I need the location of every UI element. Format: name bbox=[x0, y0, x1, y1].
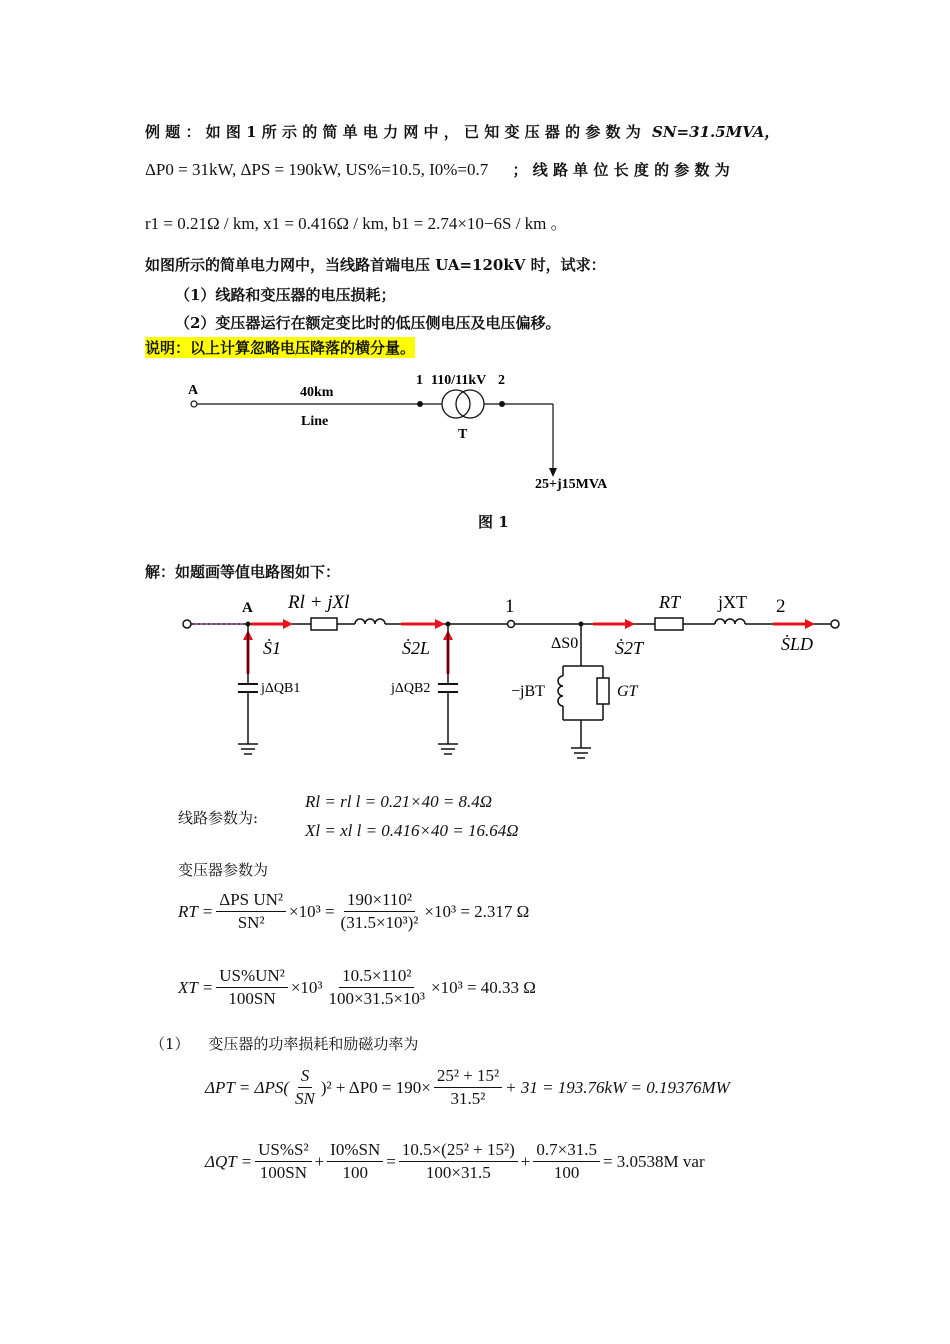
fig1-ratio: 110/11kV bbox=[431, 373, 487, 388]
dpt-mid: )² + ΔP0 = 190× bbox=[320, 1077, 431, 1097]
circuit-jdqb1: jΔQB1 bbox=[261, 681, 301, 696]
line-resistor bbox=[311, 618, 337, 630]
dpt-equation bbox=[205, 1066, 730, 1109]
circuit-jxt: jXT bbox=[718, 592, 747, 612]
params-line-2 bbox=[145, 159, 730, 180]
dpt-frac-1: $\frac{S}{SN}$ bbox=[295, 1066, 315, 1108]
fig1-node-2: 2 bbox=[498, 373, 505, 388]
circuit-sld: ṠLD bbox=[781, 634, 814, 654]
fig1-transformer-label: T bbox=[458, 427, 468, 442]
params-line-2-eq: ΔP0 = 31kW, ΔPS = 190kW, US%=10.5, I0%=0.7 bbox=[145, 160, 489, 179]
circuit-ds0: ΔS0 bbox=[551, 635, 579, 652]
solution-heading: 解：如题画等值电路图如下： bbox=[145, 563, 341, 581]
intro-text: 例 题 ： 如 图 1 所 示 的 简 单 电 力 网 中 ， 已 知 变 压 器 的 参 数 为 bbox=[145, 123, 641, 141]
dqt-frac-4: $\frac{0.7\times 31.5}{100}$ bbox=[533, 1140, 600, 1183]
xt-lhs: XT = bbox=[178, 977, 214, 997]
xl-equation: Xl = xl l = 0.416×40 = 16.64Ω bbox=[305, 821, 519, 840]
part-1-heading bbox=[150, 1033, 418, 1054]
dpt-result: + 31 = 193.76kW = 0.19376MW bbox=[505, 1077, 730, 1097]
fig1-load: 25+j15MVA bbox=[535, 477, 608, 492]
dqt-result: = 3.0538M var bbox=[602, 1151, 705, 1171]
dqt-lhs: ΔQT = bbox=[205, 1151, 253, 1171]
rt-mult: ×10³ = bbox=[289, 901, 335, 921]
shunt-inductor-bt bbox=[558, 676, 563, 706]
xt-mult: ×10³ bbox=[290, 977, 323, 997]
rt-result: ×10³ = 2.317 Ω bbox=[424, 901, 530, 921]
question: 如图所示的简单电力网中，当线路首端电压 UA=120kV 时，试求： bbox=[145, 256, 606, 274]
note-highlight: 说明：以上计算忽略电压降落的横分量。 bbox=[145, 339, 416, 357]
circuit-jbt: −jBT bbox=[511, 683, 545, 700]
dpt-frac-2: $\frac{\text{25² + 15²}}{\text{31.5²}}$ bbox=[434, 1066, 502, 1109]
circuit-rl-jxl: Rl + jXl bbox=[288, 592, 350, 613]
rt-frac-2: $\frac{\text{190×110²}}{\text{(31.5×10³)²}}$ bbox=[340, 890, 419, 932]
params-line-2-tail: ； 线 路 单 位 长 度 的 参 数 为 bbox=[512, 161, 730, 179]
circuit-s2t: Ṡ2T bbox=[615, 638, 644, 658]
node-1-terminal bbox=[508, 621, 515, 628]
dqt-frac-3: $\frac{\text{10.5×(25² + 15²)}}{100\times 31.5}$ bbox=[399, 1140, 518, 1183]
circuit-s2l: Ṡ2L bbox=[402, 638, 431, 658]
xt-frac-2: $\frac{\text{10.5×110²}}{\text{100×31.5×10³}}$ bbox=[328, 966, 426, 1008]
rt-frac-1: $\frac{\text{ΔPS UN²}}{\text{SN²}}$ bbox=[216, 890, 286, 933]
node-a-terminal bbox=[191, 401, 197, 407]
load-arrow bbox=[549, 468, 557, 477]
sn-value: SN=31.5MVA， bbox=[652, 123, 780, 141]
transformer-inductor bbox=[715, 619, 745, 624]
xt-equation bbox=[178, 966, 536, 1009]
trans-params-label: 变压器参数为 bbox=[178, 861, 269, 879]
circuit-jdqb2: jΔQB2 bbox=[391, 681, 431, 696]
rl-equation: Rl = rl l = 0.21×40 = 8.4Ω bbox=[305, 792, 493, 811]
dqt-frac-2: $\frac{I0\%SN}{100}$ bbox=[327, 1140, 383, 1183]
equivalent-circuit bbox=[175, 588, 855, 778]
part-1-text: 变压器的功率损耗和励磁功率为 bbox=[208, 1035, 419, 1053]
fig1-line-length: 40km bbox=[300, 385, 334, 400]
circuit-node-a: A bbox=[242, 600, 253, 616]
circuit-rt: RT bbox=[659, 592, 681, 612]
figure-1-caption: 图 1 bbox=[478, 513, 509, 531]
terminal-right bbox=[831, 620, 839, 628]
problem-intro bbox=[145, 121, 779, 142]
line-params-label: 线路参数为: bbox=[178, 809, 259, 827]
terminal-left bbox=[183, 620, 191, 628]
circuit-node-1: 1 bbox=[505, 596, 515, 617]
fig1-node-a: A bbox=[188, 383, 199, 398]
dqt-frac-1: $\frac{\text{US\%S²}}{100SN}$ bbox=[255, 1140, 311, 1183]
xt-frac-1: $\frac{\text{US\%UN²}}{100SN}$ bbox=[216, 966, 288, 1009]
fig1-line-label: Line bbox=[301, 414, 329, 429]
dpt-lhs: ΔPT = ΔPS( bbox=[205, 1077, 290, 1097]
dqt-equation: ΔQT = $\frac{\text{US\%S²}}{100SN}$ + $\frac{I0\%SN}{100}$ = $\frac{\text{10.5×(25² + 15²)}}{100\times 31.5}$ + $\frac{0.7\times 31.5}{100}$ = 3.0538M var bbox=[205, 1140, 705, 1182]
circuit-gt: GT bbox=[617, 683, 638, 700]
figure-1-diagram bbox=[180, 368, 640, 498]
part-1-label: （1） bbox=[150, 1035, 190, 1053]
circuit-node-2: 2 bbox=[776, 596, 786, 617]
circuit-s1: Ṡ1 bbox=[263, 638, 281, 658]
transformer-resistor bbox=[655, 618, 683, 630]
shunt-resistor-gt bbox=[597, 678, 609, 704]
xt-result: ×10³ = 40.33 Ω bbox=[431, 977, 536, 997]
line-inductor bbox=[355, 619, 385, 624]
params-line-3: r1 = 0.21Ω / km, x1 = 0.416Ω / km, b1 = 2.74×10−6S / km 。 bbox=[145, 214, 568, 233]
question-1: （1）线路和变压器的电压损耗； bbox=[175, 286, 396, 304]
rt-lhs: RT = bbox=[178, 901, 214, 921]
question-2: （2）变压器运行在额定变比时的低压侧电压及电压偏移。 bbox=[175, 314, 561, 332]
fig1-node-1: 1 bbox=[416, 373, 423, 388]
rt-equation bbox=[178, 890, 529, 933]
